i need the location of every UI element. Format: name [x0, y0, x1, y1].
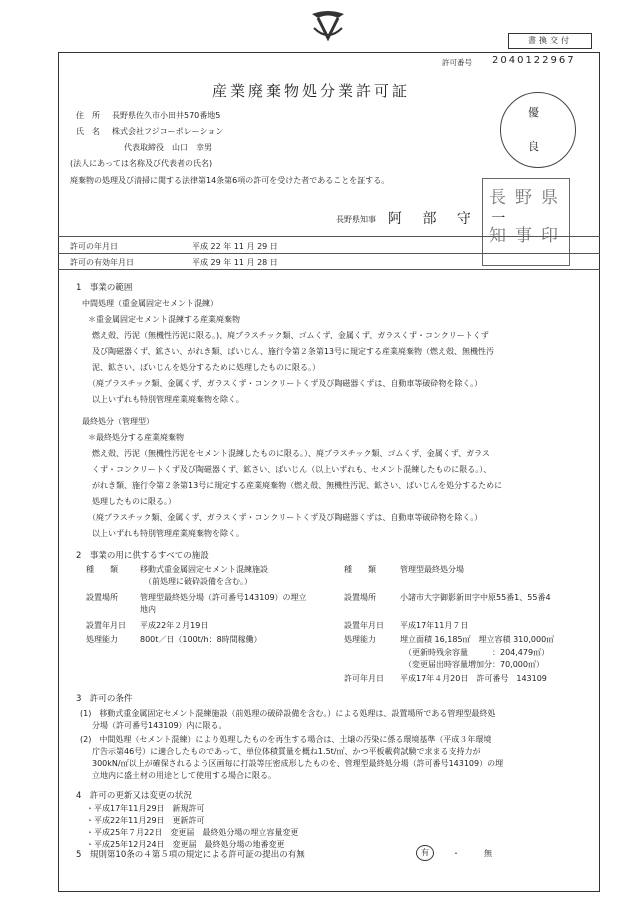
conditions-heading: 3 許可の条件	[76, 694, 133, 704]
landfill-permit-label: 許可年月日	[344, 674, 384, 683]
representative: 代表取締役 山口 幸男	[124, 143, 212, 152]
landfill-permit-value: 平成17年４月20日 許可番号 143109	[400, 674, 547, 683]
facility-install-value: 平成22年２月19日	[140, 621, 209, 630]
permit-date-label: 許可の年月日	[70, 242, 118, 251]
prefecture-emblem-icon	[308, 8, 348, 44]
history-item: ・平成25年12月24日 変更届 最終処分場の地番変更	[86, 840, 285, 849]
intermediate-line: 及び陶磁器くず、鉱さい、がれき類、ばいじん、施行令第２条第13号に規定する産業廃棄物（燃え殻、無機性汚	[92, 347, 495, 356]
facility-location-value: 管理型最終処分場（許可番号143109）の埋立	[140, 593, 307, 602]
history-heading: 4 許可の更新又は変更の状況	[76, 791, 192, 801]
final-line: （廃プラスチック類、金属くず、ガラスくず・コンクリートくず及び陶磁器くずは、自動車等破砕物を除く。）	[88, 513, 483, 522]
condition-line: 立地内に盛土材の用途として使用する場合に限る。	[92, 771, 276, 780]
facility-location-value2: 地内	[140, 605, 156, 614]
landfill-location-value: 小諸市大字御影新田字中原55番1、55番4	[400, 593, 551, 602]
final-line: 処理したものに限る。）	[92, 497, 176, 506]
name-label: 氏 名	[76, 127, 100, 136]
condition-line: 庁告示第46号）に適合したものであって、単位体積質量を概ね1.5t/㎥、かつ平板載荷試験で求まる支持力が	[92, 747, 481, 756]
condition-line: 分場（許可番号143109）内に限る。	[92, 721, 227, 730]
landfill-capacity-value: 埋立面積 16,185㎡ 埋立容積 310,000㎥	[400, 635, 555, 644]
final-line: 燃え殻、汚泥（無機性汚泥をセメント混練したものに限る。）、廃プラスチック類、ゴムくず、金属くず、ガラス	[92, 449, 490, 458]
intermediate-title: 中間処理（重金属固定セメント混練）	[82, 299, 218, 308]
landfill-type-label: 種 類	[344, 565, 376, 574]
permit-date: 平成 22 年 11 月 29 日	[192, 242, 278, 251]
permit-number-label: 許可番号	[442, 58, 472, 67]
history-item: ・平成22年11月29日 更新許可	[86, 816, 205, 825]
expiry-date: 平成 29 年 11 月 28 日	[192, 258, 278, 267]
seal-char: 県	[541, 188, 558, 208]
history-item: ・平成25年７月22日 変更届 最終処分場の埋立容量変更	[86, 828, 299, 837]
final-line: 以上いずれも特別管理産業廃棄物を除く。	[92, 529, 244, 538]
seal-char: 印	[541, 226, 558, 246]
rating-stamp-bottom: 良	[528, 140, 539, 153]
permit-number: 2040122967	[492, 55, 576, 66]
seal-char: 知	[489, 226, 506, 246]
scope-heading: 1 事業の範囲	[76, 283, 133, 293]
condition-line: 300kN/㎡以上が確保されるよう区画毎に打設等圧密成形したものを、管理型最終処分場（許可番号143109）の埋	[92, 759, 504, 768]
seal-char: 長	[489, 188, 506, 208]
final-line: ＊最終処分する産業廃棄物	[88, 433, 184, 442]
address-value: 長野県佐久市小田井570番地5	[112, 111, 221, 120]
facility-type-value2: （前処理に破砕設備を含む。）	[144, 577, 252, 586]
final-line: くず・コンクリートくず及び陶磁器くず、鉱さい、ばいじん（以上いずれも、セメント混練したものに限る。）、	[92, 465, 492, 474]
landfill-install-value: 平成17年11月７日	[400, 621, 469, 630]
landfill-install-label: 設置年月日	[344, 621, 384, 630]
intermediate-line: （廃プラスチック類、金属くず、ガラスくず・コンクリートくず及び陶磁器くずは、自動車等破砕物を除く。）	[88, 379, 483, 388]
landfill-capacity-value3: （変更届出時容量増加分：70,000㎥）	[404, 660, 544, 669]
rating-stamp-top: 優	[528, 106, 539, 119]
issuer-title: 長野県知事	[336, 215, 376, 224]
facilities-heading: 2 事業の用に供するすべての施設	[76, 551, 209, 561]
facility-type-value: 移動式重金属固定セメント混練施設	[140, 565, 268, 574]
seal-char: 事	[515, 226, 532, 246]
company-name: 株式会社フジコーポレーション	[112, 127, 224, 136]
facility-capacity-label: 処理能力	[86, 635, 118, 644]
landfill-capacity-value2: （更新時残余容量 ：204,479㎥）	[404, 648, 550, 657]
history-item: ・平成17年11月29日 新規許可	[86, 804, 205, 813]
intermediate-line: 燃え殻、汚泥（無機性汚泥に限る。)、廃プラスチック類、ゴムくず、金属くず、ガラスくず・コンクリートくず	[92, 331, 489, 340]
final-line: がれき類、施行令第２条第13号に規定する産業廃棄物（燃え殻、無機性汚泥、鉱さい、ばいじんを処分するために	[92, 481, 503, 490]
facility-location-label: 設置場所	[86, 593, 118, 602]
final-title: 最終処分（管理型）	[82, 417, 154, 426]
landfill-location-label: 設置場所	[344, 593, 376, 602]
facility-install-label: 設置年月日	[86, 621, 126, 630]
landfill-type-value: 管理型最終処分場	[400, 565, 464, 574]
intermediate-line: 以上いずれも特別管理産業廃棄物を除く。	[92, 395, 244, 404]
answer-no: 無	[484, 849, 492, 858]
landfill-capacity-label: 処理能力	[344, 635, 376, 644]
facility-capacity-value: 800t／日（100t/h：8時間稼働）	[140, 635, 262, 644]
seal-char: 野	[515, 188, 532, 208]
condition-line: (1) 移動式重金属固定セメント混練施設（前処理の破砕設備を含む。）による処理は、設置場所である管理型最終処	[80, 709, 496, 718]
intermediate-line: 泥、鉱さい、ばいじんを処分するために処理したものに限る。）	[92, 363, 320, 372]
expiry-label: 許可の有効年月日	[70, 258, 134, 267]
intermediate-line: ＊重金属固定セメント混練する産業廃棄物	[88, 315, 240, 324]
certification-text: 廃棄物の処理及び清掃に関する法律第14条第6項の許可を受けた者であることを証する。	[70, 176, 390, 185]
condition-line: (2) 中間処理（セメント混練）により処理したものを再生する場合は、土壌の汚染に係る環境基準（平成３年環境	[80, 735, 492, 744]
issuer-name: 阿 部 守 一	[388, 211, 514, 227]
certificate-title: 産業廃棄物処分業許可証	[212, 82, 411, 100]
answer-separator: ・	[452, 849, 460, 858]
facility-type-label: 種 類	[86, 565, 118, 574]
answer-yes-circled: 有	[416, 845, 434, 861]
reissue-stamp: 書換交付	[508, 33, 592, 49]
submission-question: 5 規則第10条の４第５項の規定による許可証の提出の有無	[76, 850, 305, 860]
name-note: (法人にあっては名称及び代表者の氏名)	[70, 159, 213, 168]
address-label: 住 所	[76, 111, 100, 120]
